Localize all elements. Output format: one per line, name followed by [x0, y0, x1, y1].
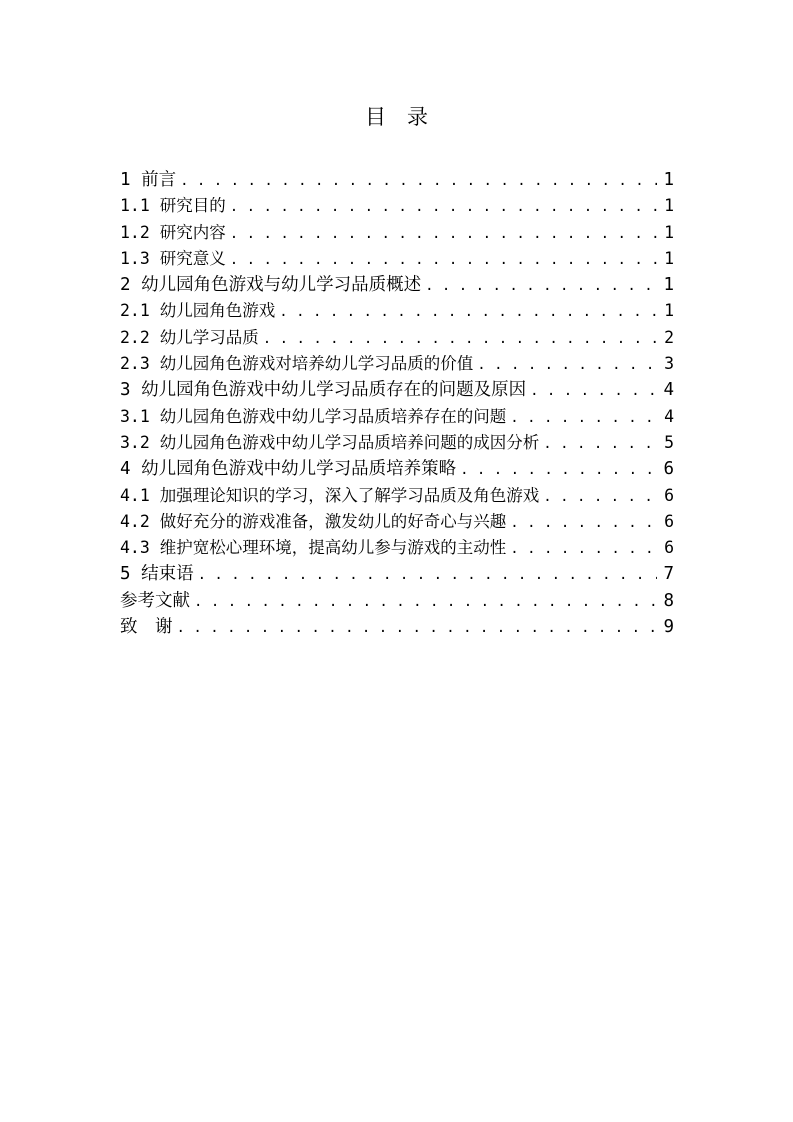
- toc-entry[interactable]: [120, 246, 674, 272]
- toc-entry-page: 6: [664, 485, 674, 505]
- toc-dot-leader: [543, 484, 658, 510]
- toc-dot-leader: [177, 615, 658, 641]
- toc-entry[interactable]: [120, 509, 674, 535]
- toc-entry-page: 1: [664, 196, 674, 216]
- toc-dot-leader: [510, 510, 658, 536]
- toc-dot-leader: [543, 431, 658, 457]
- toc-entry-label: 3.1 幼儿园角色游戏中幼儿学习品质培养存在的问题: [120, 406, 507, 426]
- toc-entry[interactable]: [120, 430, 674, 456]
- toc-entry-label: 2.2 幼儿学习品质: [120, 327, 259, 347]
- toc-title: 目 录: [365, 105, 428, 129]
- toc-entry-page: 4: [664, 406, 674, 426]
- toc-entry[interactable]: [120, 535, 674, 561]
- toc-entry[interactable]: [120, 614, 674, 640]
- toc-entry-label: 3 幼儿园角色游戏中幼儿学习品质存在的问题及原因: [120, 380, 527, 401]
- toc-entry-page: 1: [664, 248, 674, 268]
- toc-entry-label: 1 前言: [120, 170, 177, 190]
- toc-dot-leader: [180, 168, 657, 194]
- toc-entry-page: 1: [664, 222, 674, 242]
- toc-entry[interactable]: [120, 483, 674, 509]
- toc-entry-label: 5 结束语: [120, 564, 194, 585]
- toc-entry-page: 2: [664, 327, 674, 347]
- toc-entry-page: 6: [664, 538, 674, 558]
- toc-entry-label: 1.3 研究意义: [120, 248, 226, 268]
- toc-entry[interactable]: [120, 588, 674, 614]
- toc-entry[interactable]: [120, 561, 674, 587]
- toc-entry-page: 8: [663, 590, 674, 611]
- toc-dot-leader: [510, 405, 658, 431]
- toc-entry-page: 4: [663, 380, 674, 401]
- toc-entry[interactable]: [120, 298, 674, 324]
- toc-dot-leader: [460, 457, 657, 483]
- toc-entry-label: 3.2 幼儿园角色游戏中幼儿学习品质培养问题的成因分析: [120, 432, 540, 452]
- toc-entry-label: 4.2 做好充分的游戏准备，激发幼儿的好奇心与兴趣: [120, 511, 507, 531]
- toc-entry[interactable]: [120, 456, 674, 482]
- toc-dot-leader: [279, 299, 658, 325]
- toc-entry[interactable]: [120, 220, 674, 246]
- toc-dot-leader: [230, 221, 658, 247]
- toc-entry-label: 2 幼儿园角色游戏与幼儿学习品质概述: [120, 275, 422, 296]
- toc-dot-leader: [263, 326, 658, 352]
- toc-entry[interactable]: [120, 167, 674, 193]
- toc-entry-page: 1: [664, 301, 674, 321]
- toc-entry-label: 参考文献: [120, 590, 190, 611]
- toc-entry-page: 7: [663, 564, 674, 585]
- toc-entry[interactable]: [120, 193, 674, 219]
- toc-dot-leader: [230, 194, 658, 220]
- toc-entry-label: 4 幼儿园角色游戏中幼儿学习品质培养策略: [120, 459, 457, 480]
- toc-dot-leader: [230, 247, 658, 273]
- toc-entry[interactable]: [120, 325, 674, 351]
- toc-dot-leader: [510, 536, 658, 562]
- toc-dot-leader: [530, 378, 657, 404]
- toc-entry-page: 1: [663, 275, 674, 296]
- toc-dot-leader: [425, 273, 657, 299]
- toc-entry-page: 6: [664, 511, 674, 531]
- toc-entry-label: 1.1 研究目的: [120, 196, 226, 216]
- toc-entry-label: 1.2 研究内容: [120, 222, 226, 242]
- toc-entry-page: 9: [663, 617, 674, 638]
- toc-entry-page: 5: [664, 432, 674, 452]
- toc-entry-label: 2.1 幼儿园角色游戏: [120, 301, 276, 321]
- toc-entry[interactable]: [120, 351, 674, 377]
- toc-entry-page: 3: [664, 354, 674, 374]
- toc-dot-leader: [477, 352, 658, 378]
- toc-entry-label: 4.3 维护宽松心理环境，提高幼儿参与游戏的主动性: [120, 538, 507, 558]
- toc-entry[interactable]: [120, 404, 674, 430]
- toc-entry-page: 1: [663, 170, 674, 190]
- toc-dot-leader: [194, 589, 657, 615]
- toc-list: [120, 167, 674, 640]
- toc-entry[interactable]: [120, 272, 674, 298]
- toc-entry-page: 6: [663, 459, 674, 480]
- toc-entry-label: 4.1 加强理论知识的学习，深入了解学习品质及角色游戏: [120, 485, 540, 505]
- toc-dot-leader: [198, 562, 658, 588]
- toc-entry[interactable]: [120, 377, 674, 403]
- toc-entry-label: 2.3 幼儿园角色游戏对培养幼儿学习品质的价值: [120, 354, 474, 374]
- toc-entry-label: 致 谢: [120, 617, 173, 638]
